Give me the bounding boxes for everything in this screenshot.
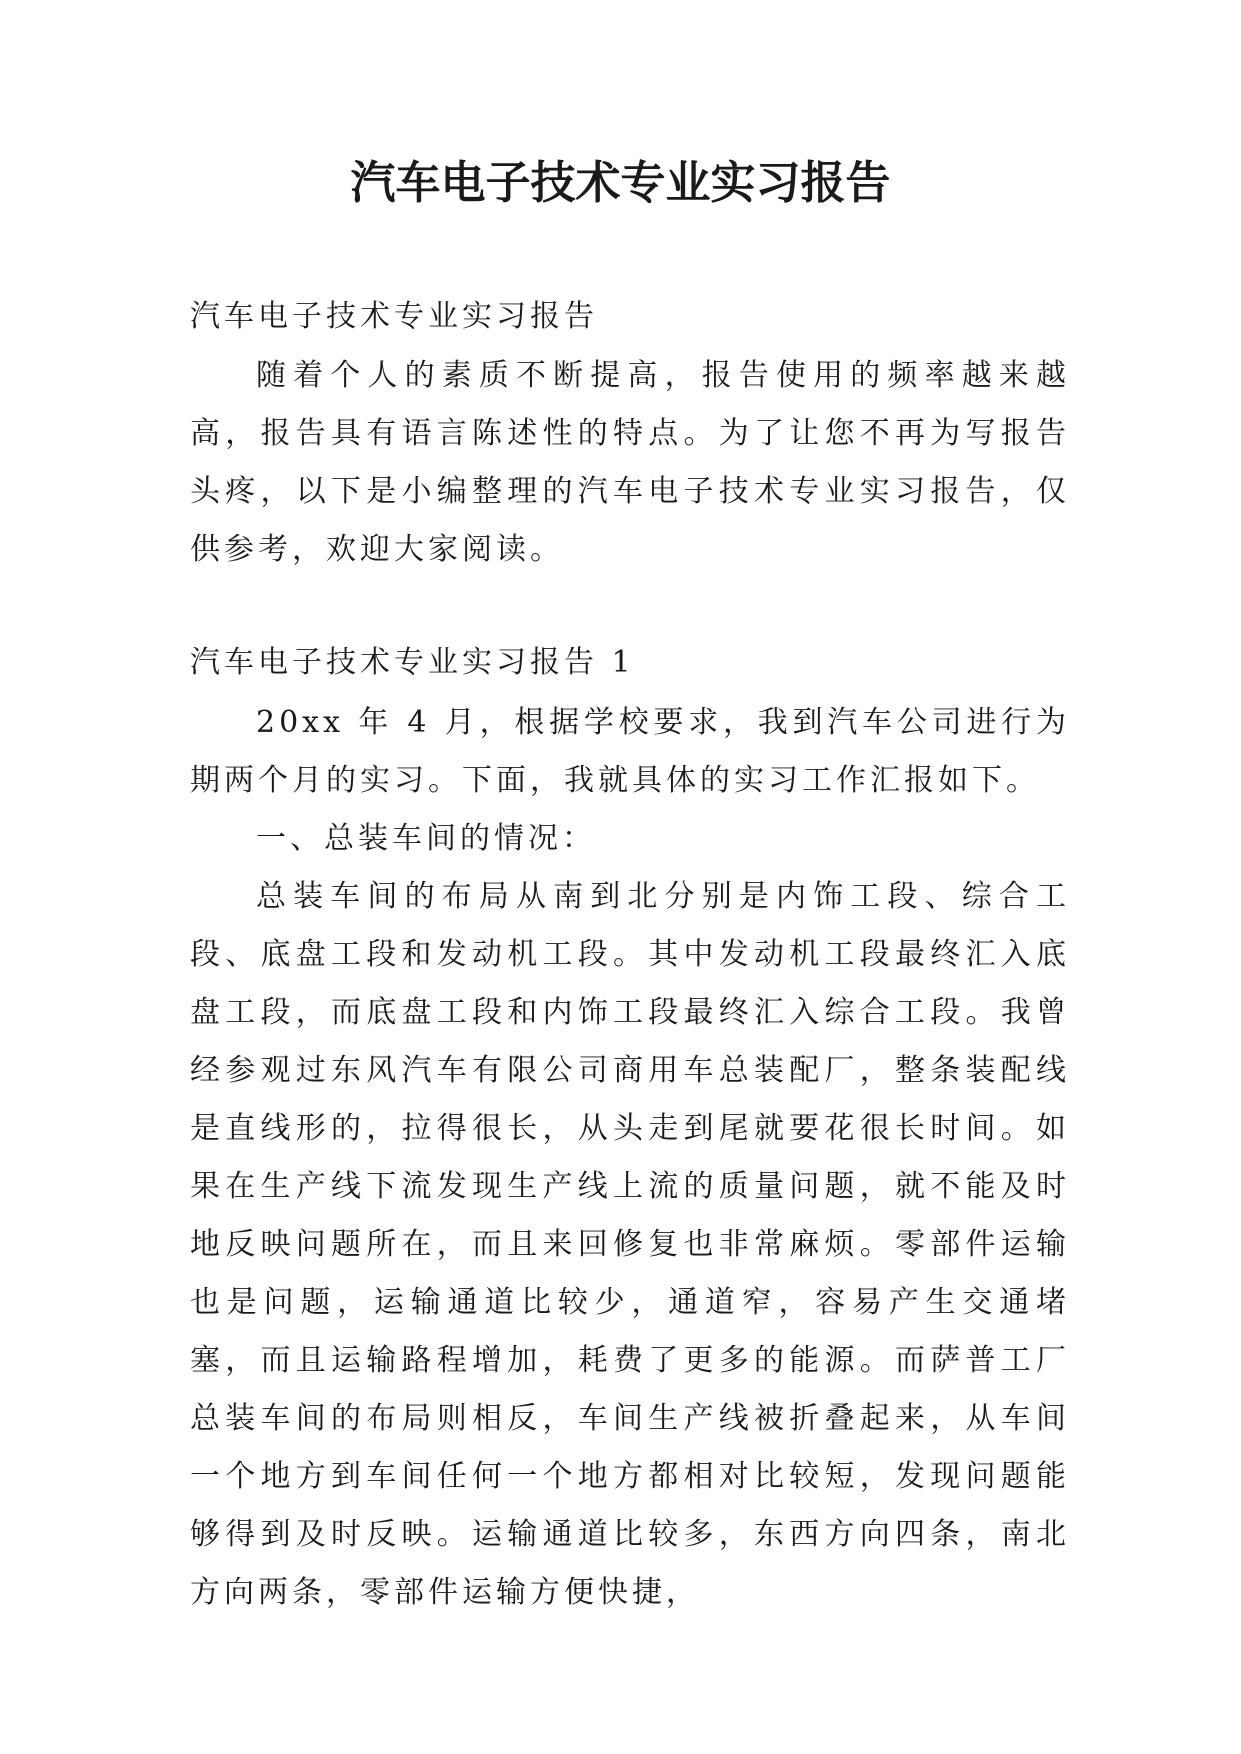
intro-heading: 汽车电子技术专业实习报告 [190,299,598,334]
section-1-subheading: 一、总装车间的情况： [256,821,596,856]
intro-paragraph: 随着个人的素质不断提高，报告使用的频率越来越高，报告具有语言陈述性的特点。为了让您不再为写报告头疼，以下是小编整理的汽车电子技术专业实习报告，仅供参考，欢迎大家阅读。 [190,358,1070,567]
document-title: 汽车电子技术专业实习报告 [350,156,891,209]
section-1-paragraph-2: 总装车间的布局从南到北分别是内饰工段、综合工段、底盘工段和发动机工段。其中发动机工段最终汇入底盘工段，而底盘工段和内饰工段最终汇入综合工段。我曾经参观过东风汽车有限公司商用车总装配厂，整条装配线是直线形的，拉得很长，从头走到尾就要花很长时间。如果在生产线下流发现生产线上流的质量问题，就不能及时地反映问题所在，而且来回修复也非常麻烦。零部件运输也是问题，运输通道比较少，通道窄，容易产生交通堵塞，而且运输路程增加，耗费了更多的能源。而萨普工厂总装车间的布局则相反，车间生产线被折叠起来，从车间一个地方到车间任何一个地方都相对比较短，发现问题能够得到及时反映。运输通道比较多，东西方向四条，南北方向两条，零部件运输方便快捷， [190,879,1070,1610]
section-1-paragraph-1: 20xx 年 4 月，根据学校要求，我到汽车公司进行为期两个月的实习。下面，我就具体的实习工作汇报如下。 [190,705,1070,798]
section-1-heading: 汽车电子技术专业实习报告 1 [190,645,635,680]
